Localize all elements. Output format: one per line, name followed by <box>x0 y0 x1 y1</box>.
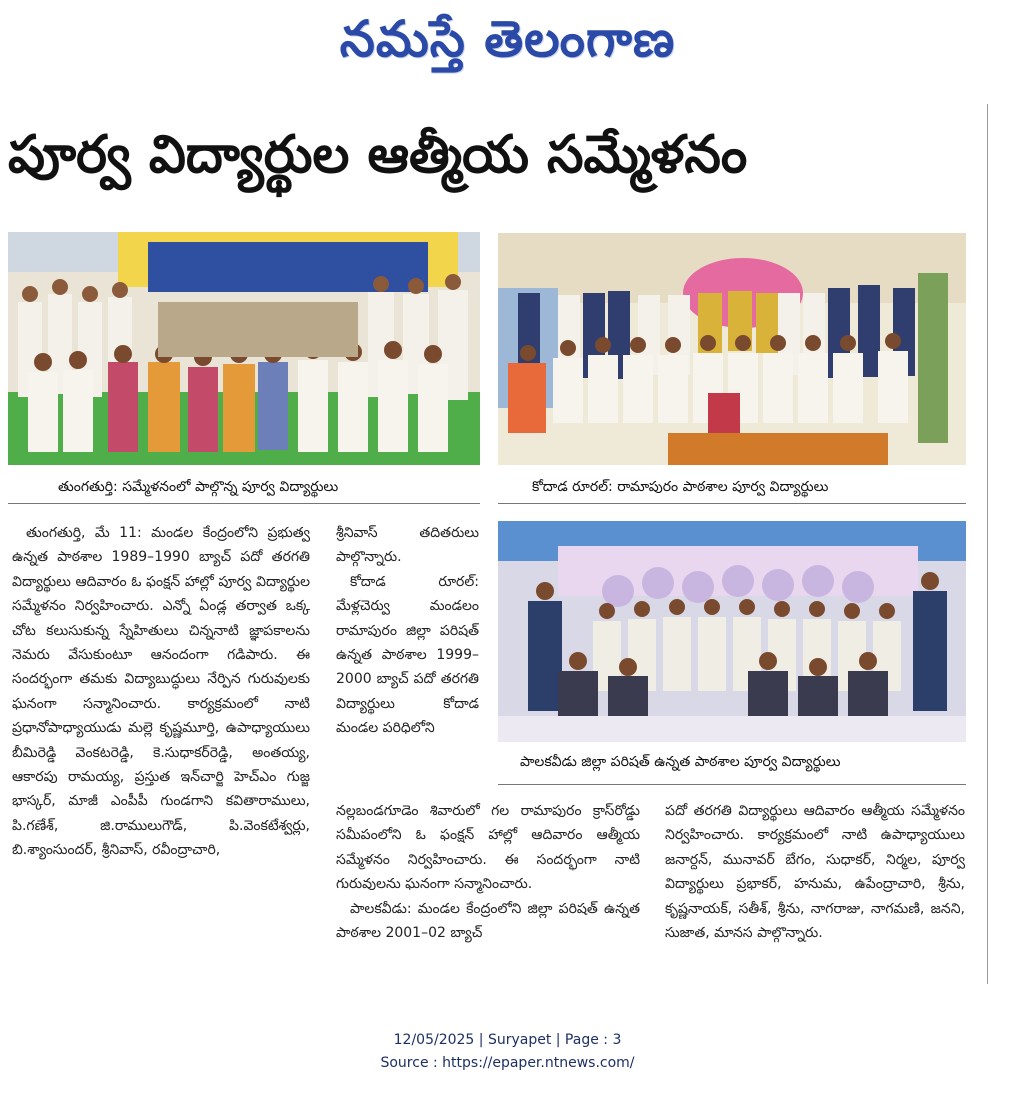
article-column-2 <box>336 521 479 741</box>
adjacent-article-divider <box>987 104 988 984</box>
photo-kodad-rural <box>498 233 966 465</box>
masthead-logo: నమస్తే తెలంగాణ <box>339 10 676 68</box>
caption-rule-left <box>8 503 480 504</box>
column-2-paragraph-2: కోదాడ రూరల్: మేళ్లచెర్వు మండలం రామాపురం జిల్లా పరిషత్ ఉన్నత పాఠశాల 1999–2000 బ్యాచ్ పదో తరగతి విద్యార్థులు కోదాడ మండల పరిధిలోని <box>336 573 479 737</box>
footer-dateline: 12/05/2025 | Suryapet | Page : 3 <box>393 1032 622 1048</box>
column-3-paragraph-1: నల్లబండగూడెం శివారులో గల రామాపురం క్రాస్‌రోడ్డు సమీపంలోని ఓ ఫంక్షన్ హాల్లో ఆదివారం ఆత్మీయ సమ్మేళనం నిర్వహించారు. ఈ సందర్భంగా నాటి గురువులను ఘనంగా సన్మానించారు. <box>336 803 640 893</box>
caption-rule-right <box>498 503 966 504</box>
footer-source[interactable]: Source : https://epaper.ntnews.com/ <box>380 1055 635 1071</box>
column-2-paragraph-1: శ్రీనివాస్ తదితరులు పాల్గొన్నారు. <box>336 525 479 566</box>
article-column-4 <box>665 799 965 945</box>
column-4-paragraph: పదో తరగతి విద్యార్థులు ఆదివారం ఆత్మీయ సమ్మేళనం నిర్వహించారు. కార్యక్రమంలో నాటి ఉపాధ్యాయులు జనార్దన్, మునావర్ బేగం, సుధాకర్, నిర్మల, పూర్వ విద్యార్థులు ప్రభాకర్, హనుమ, ఉపేంద్రాచారి, శ్రీను, కృష్ణనాయక్, సతీశ్, శ్రీను, నాగరాజు, నాగమణి, జనని, సుజాత, మానస పాల్గొన్నారు. <box>665 803 965 942</box>
photo-thungathurthi <box>8 232 480 465</box>
article-headline: పూర్వ విద్యార్థుల ఆత్మీయ సమ్మేళనం <box>8 125 748 185</box>
photo-caption-palakaveedu: పాలకవీడు జిల్లా పరిషత్ ఉన్నత పాఠశాల పూర్వ విద్యార్థులు <box>520 754 841 770</box>
photo-palakaveedu <box>498 521 966 742</box>
photo-caption-thungathurthi: తుంగతుర్తి: సమ్మేళనంలో పాల్గొన్న పూర్వ విద్యార్థులు <box>58 479 339 495</box>
caption-rule-lower <box>498 784 966 785</box>
article-column-3 <box>336 799 640 945</box>
photo-caption-kodad-rural: కోదాడ రూరల్: రామాపురం పాఠశాల పూర్వ విద్యార్థులు <box>532 479 829 495</box>
article-column-1 <box>12 521 310 863</box>
column-3-paragraph-2: పాలకవీడు: మండల కేంద్రంలోని జిల్లా పరిషత్ ఉన్నత పాఠశాల 2001–02 బ్యాచ్ <box>336 900 640 942</box>
column-1-paragraph: తుంగతుర్తి, మే 11: మండల కేంద్రంలోని ప్రభుత్వ ఉన్నత పాఠశాల 1989–1990 బ్యాచ్ పదో తరగతి విద్యార్థులు ఆదివారం ఓ ఫంక్షన్ హాల్లో పూర్వ విద్యార్థుల సమ్మేళనం నిర్వహించారు. ఎన్నో ఏండ్ల తర్వాత ఒక్క చోట కలుసుకున్న స్నేహితులు చిన్ననాటి జ్ఞాపకాలను నెమరు వేసుకుంటూ ఆనందంగా గడిపారు. ఈ సందర్భంగా తమకు విద్యాబుద్ధులు నేర్పిన గురువులకు ఘనంగా సన్మానించారు. కార్యక్రమంలో నాటి ప్రధానోపాధ్యాయుడు మల్లె కృష్ణమూర్తి, ఉపాధ్యాయులు బీమిరెడ్డి వెంకటరెడ్డి, కె.సుధాకర్‌రెడ్డి, అంతయ్య, ఆకారపు రామయ్య, ప్రస్తుత ఇన్‌చార్జి హెచ్‌ఎం గుజ్జ భాస్కర్, మాజీ ఎంపీపీ గుండగాని కవితారాములు, పి.గణేశ్, జి.రాములుగౌడ్, పి.వెంకటేశ్వర్లు, బి.శ్యాంసుందర్, శ్రీనివాస్, రవీంద్రాచారి, <box>12 525 310 859</box>
